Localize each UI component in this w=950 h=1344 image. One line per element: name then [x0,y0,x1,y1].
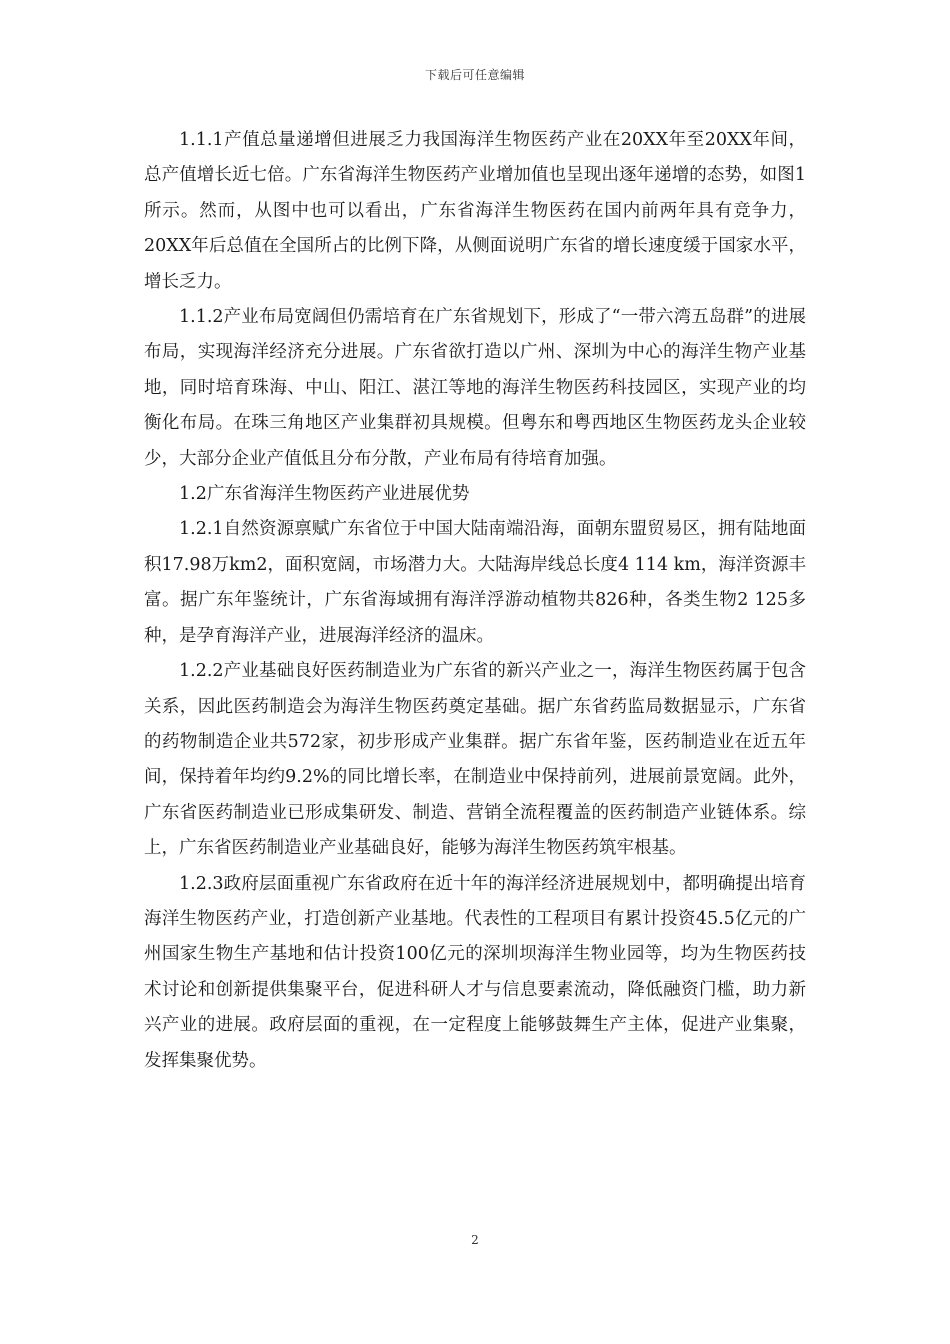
document-body [144,123,806,1079]
page-header: 下载后可任意编辑 [424,68,525,82]
paragraph-1-2-3: 1.2.3政府层面重视广东省政府在近十年的海洋经济进展规划中，都明确提出培育海洋生物医药产业，打造创新产业基地。代表性的工程项目有累计投资45.5亿元的广州国家生物生产基地和估计投资100亿元的深圳坝海洋生物业园等，均为生物医药技术讨论和创新提供集聚平台，促进科研人才与信息要素流动，降低融资门槛，助力新兴产业的进展。政府层面的重视，在一定程度上能够鼓舞生产主体，促进产业集聚，发挥集聚优势。 [144,873,806,1071]
paragraph-1-1-1: 1.1.1产值总量递增但进展乏力我国海洋生物医药产业在20XX年至20XX年间，总产值增长近七倍。广东省海洋生物医药产业增加值也呈现出逐年递增的态势，如图1所示。然而，从图中也可以看出，广东省海洋生物医药在国内前两年具有竞争力，20XX年后总值在全国所占的比例下降，从侧面说明广东省的增长速度缓于国家水平，增长乏力。 [144,130,806,292]
paragraph-1-2-1: 1.2.1自然资源禀赋广东省位于中国大陆南端沿海，面朝东盟贸易区，拥有陆地面积17.98万km2，面积宽阔，市场潜力大。大陆海岸线总长度4 114 km，海洋资源丰富。据广东年鉴统计，广东省海域拥有海洋浮游动植物共826种，各类生物2 125多种，是孕育海洋产业，进展海洋经济的温床。 [144,519,806,646]
section-heading-1-2: 1.2广东省海洋生物医药产业进展优势 [179,484,470,505]
page-number: 2 [471,1233,479,1247]
paragraph-1-2-2: 1.2.2产业基础良好医药制造业为广东省的新兴产业之一，海洋生物医药属于包含关系，因此医药制造会为海洋生物医药奠定基础。据广东省药监局数据显示，广东省的药物制造企业共572家，初步形成产业集群。据广东省年鉴，医药制造业在近五年间，保持着年均约9.2%的同比增长率，在制造业中保持前列，进展前景宽阔。此外，广东省医药制造业已形成集研发、制造、营销全流程覆盖的医药制造产业链体系。综上，广东省医药制造业产业基础良好，能够为海洋生物医药筑牢根基。 [144,661,806,859]
paragraph-1-1-2: 1.1.2产业布局宽阔但仍需培育在广东省规划下，形成了“一带六湾五岛群”的进展布局，实现海洋经济充分进展。广东省欲打造以广州、深圳为中心的海洋生物产业基地，同时培育珠海、中山、阳江、湛江等地的海洋生物医药科技园区，实现产业的均衡化布局。在珠三角地区产业集群初具规模。但粤东和粤西地区生物医药龙头企业较少，大部分企业产值低且分布分散，产业布局有待培育加强。 [144,307,806,469]
